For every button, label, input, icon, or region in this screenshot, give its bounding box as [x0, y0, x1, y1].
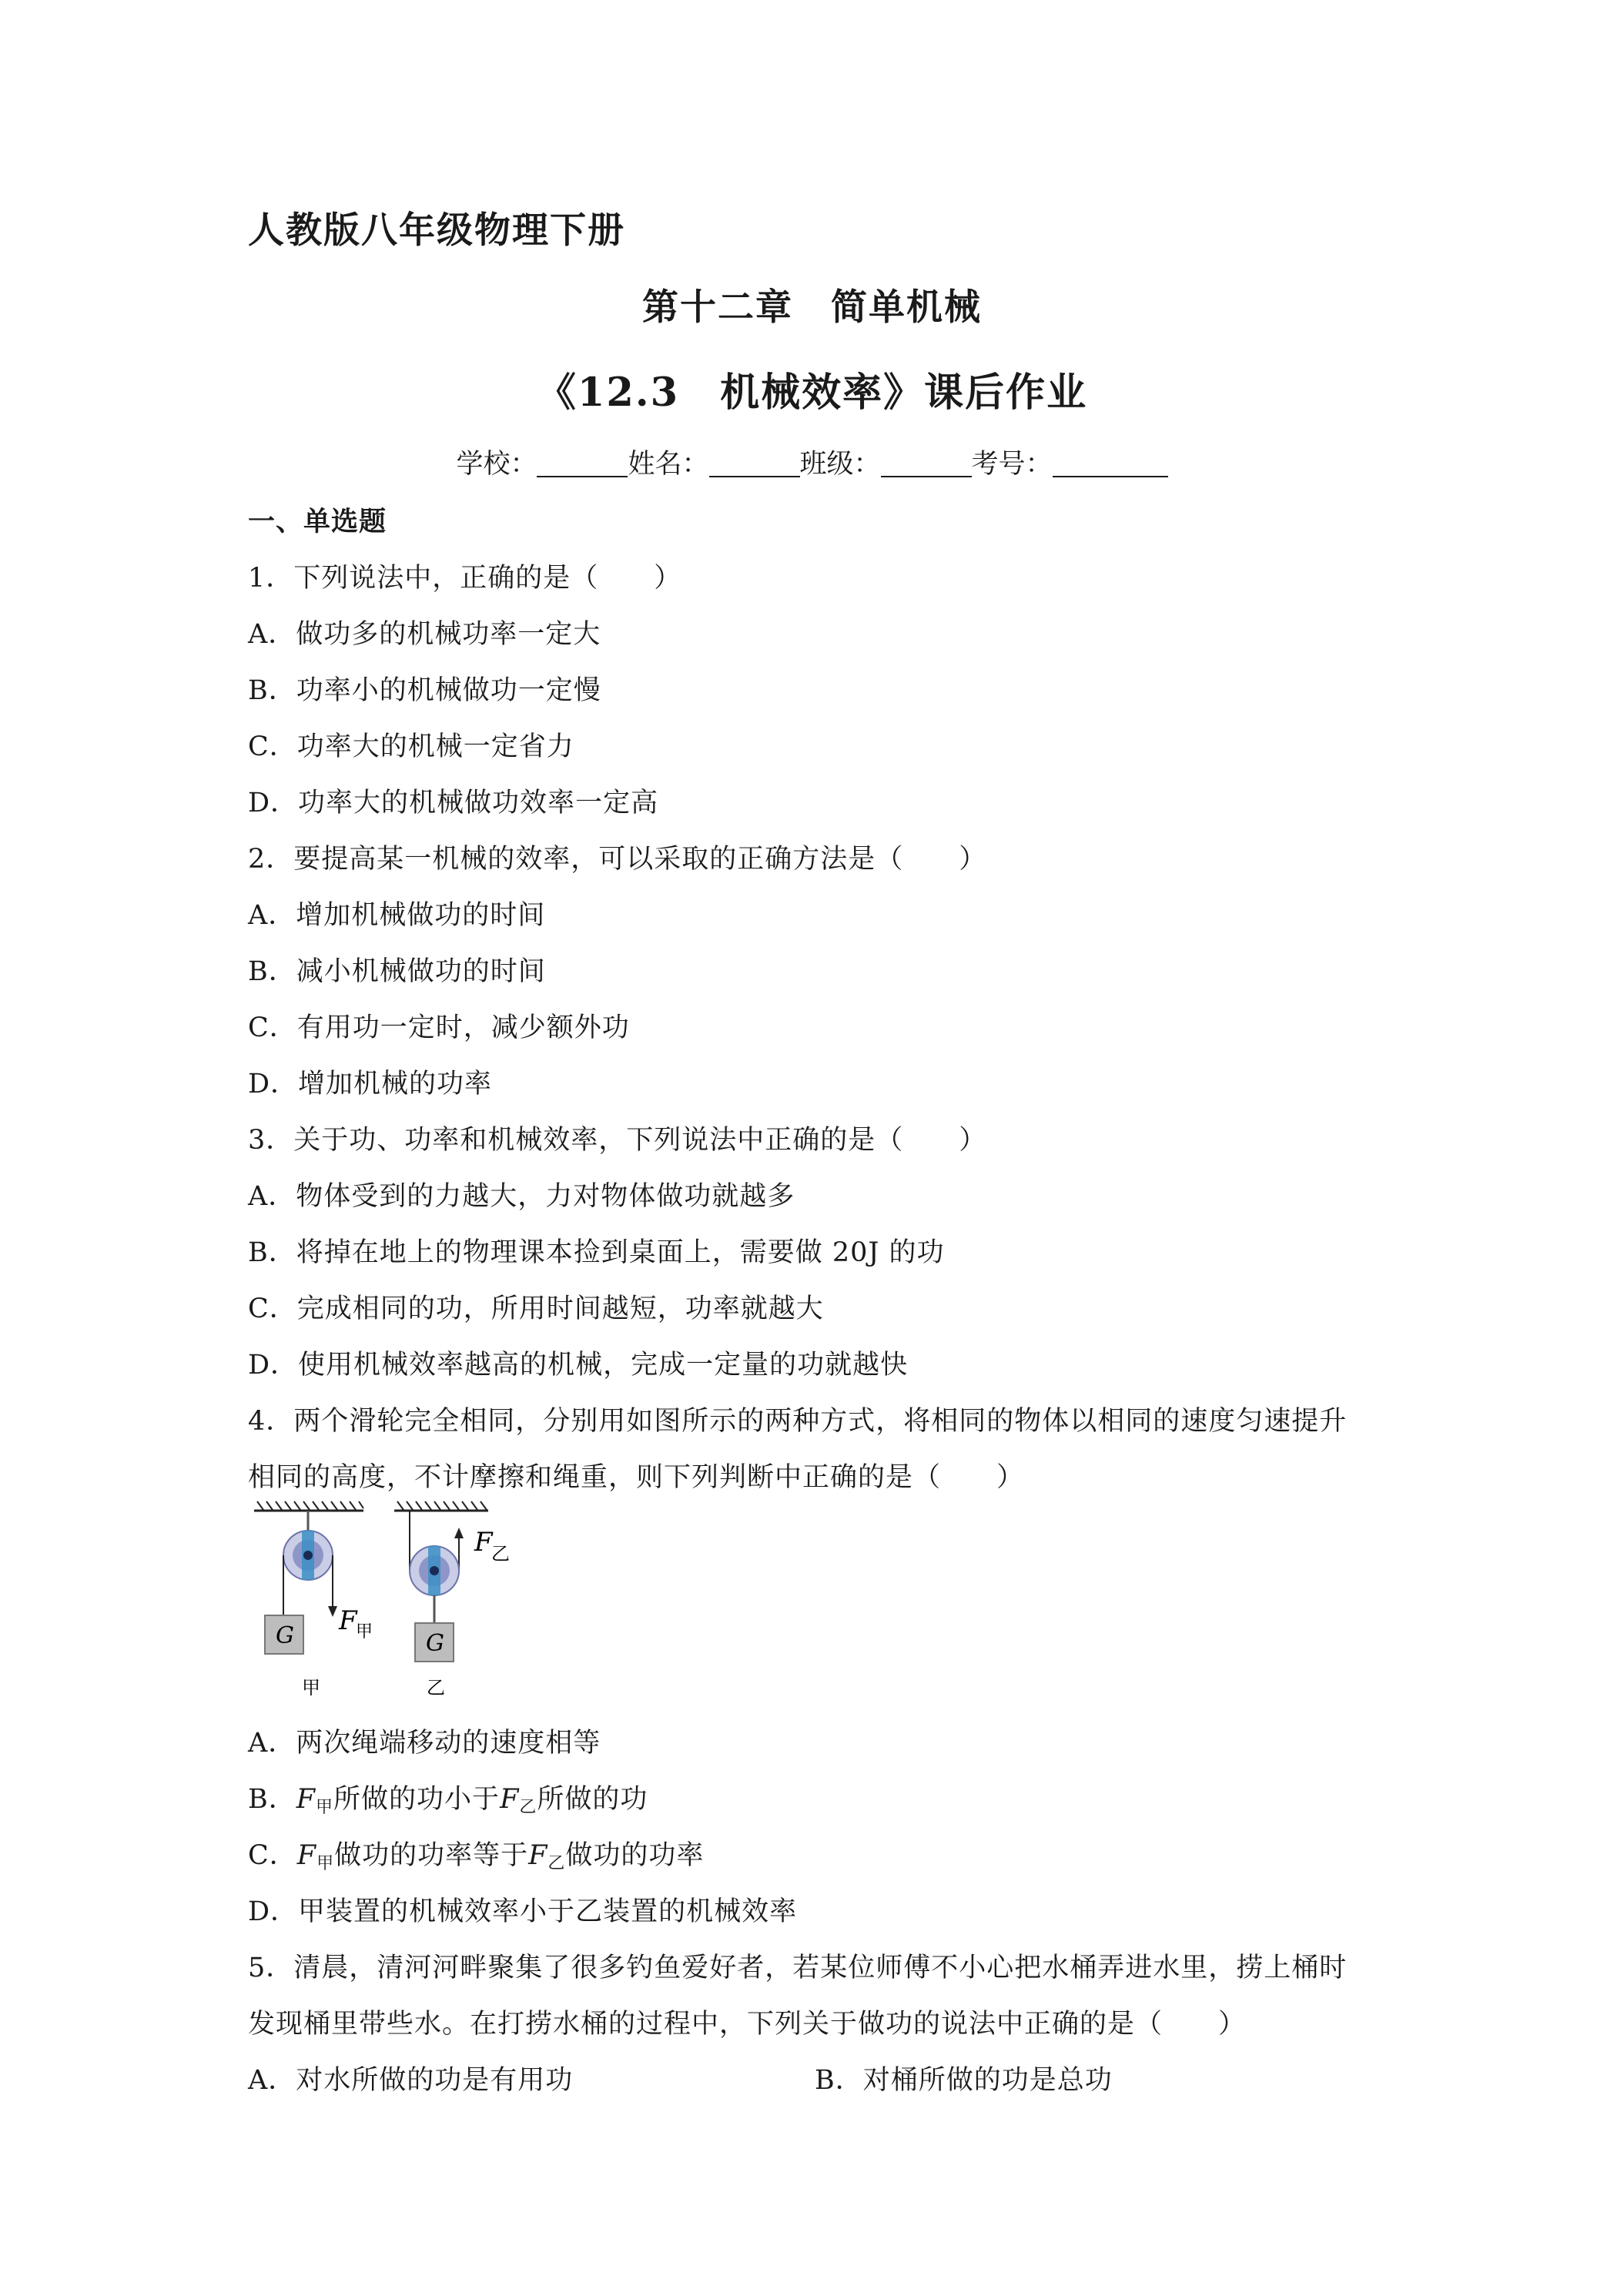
q4-option-c[interactable] [248, 1834, 704, 1874]
student-info-line [0, 443, 1624, 481]
q4-option-c-suffix: 做功的功率 [565, 1840, 705, 1871]
q3-option-c[interactable]: C．完成相同的功，所用时间越短，功率就越大 [248, 1294, 824, 1324]
q4-option-b-suffix: 所做的功 [537, 1784, 648, 1815]
q2-option-b[interactable]: B．减小机械做功的时间 [248, 956, 546, 987]
q3-option-a[interactable]: A．物体受到的力越大，力对物体做功就越多 [248, 1181, 795, 1212]
fixed-pulley-setup [254, 1501, 373, 1699]
number-label: 考号： [971, 449, 1053, 480]
q4-stem-line2: 相同的高度，不计摩擦和绳重，则下列判断中正确的是（ ） [248, 1462, 1025, 1493]
q4-option-b-prefix: B． [248, 1784, 296, 1815]
force-jia-subscript: 甲 [356, 1622, 373, 1642]
q2-option-c[interactable]: C．有用功一定时，减少额外功 [248, 1012, 630, 1043]
q1-option-a[interactable]: A．做功多的机械功率一定大 [248, 619, 601, 650]
q5-option-a[interactable]: A．对水所做的功是有用功 [248, 2065, 574, 2096]
force-symbol: F [500, 1784, 520, 1815]
school-label: 学校： [456, 449, 537, 480]
chapter-title: 第十二章 简单机械 [642, 286, 982, 329]
force-symbol: F [296, 1840, 317, 1871]
pulley-diagram [248, 1500, 571, 1708]
movable-pulley-weight-label: G [426, 1630, 444, 1657]
section-heading: 一、单选题 [248, 506, 387, 537]
force-yi-subscript: 乙 [491, 1543, 510, 1565]
q3-option-d[interactable]: D．使用机械效率越高的机械，完成一定量的功就越快 [248, 1350, 909, 1381]
force-symbol: F [296, 1784, 316, 1815]
q5-option-b[interactable]: B．对桶所做的功是总功 [815, 2065, 1113, 2096]
q2-stem: 2．要提高某一机械的效率，可以采取的正确方法是（ ） [248, 844, 987, 875]
q1-option-c[interactable]: C．功率大的机械一定省力 [248, 731, 574, 762]
school-blank[interactable] [537, 450, 628, 477]
yi-subscript: 乙 [519, 1798, 537, 1817]
q1-option-b[interactable]: B．功率小的机械做功一定慢 [248, 675, 601, 706]
q4-option-b[interactable] [248, 1778, 648, 1818]
setup-yi-label: 乙 [427, 1677, 445, 1699]
class-blank[interactable] [881, 450, 972, 477]
force-symbol: F [528, 1840, 548, 1871]
setup-jia-label: 甲 [302, 1677, 320, 1699]
movable-pulley-setup [394, 1501, 510, 1699]
q2-option-d[interactable]: D．增加机械的功率 [248, 1069, 493, 1099]
yi-subscript: 乙 [547, 1854, 566, 1873]
lesson-title: 《12.3 机械效率》课后作业 [536, 370, 1088, 416]
jia-subscript: 甲 [316, 1854, 335, 1873]
q3-stem: 3．关于功、功率和机械效率，下列说法中正确的是（ ） [248, 1125, 987, 1156]
number-blank[interactable] [1053, 450, 1168, 477]
jia-subscript: 甲 [316, 1798, 334, 1817]
textbook-series-title: 人教版八年级物理下册 [248, 209, 625, 252]
q4-option-d[interactable]: D．甲装置的机械效率小于乙装置的机械效率 [248, 1896, 798, 1927]
q1-option-d[interactable]: D．功率大的机械做功效率一定高 [248, 788, 659, 818]
force-jia-letter: F [339, 1605, 357, 1636]
q4-option-b-mid: 所做的功小于 [333, 1784, 501, 1815]
class-label: 班级： [799, 449, 881, 480]
q4-stem-line1: 4．两个滑轮完全相同，分别用如图所示的两种方式，将相同的物体以相同的速度匀速提升 [248, 1406, 1348, 1437]
name-blank[interactable] [709, 450, 800, 477]
q4-option-a[interactable]: A．两次绳端移动的速度相等 [248, 1728, 601, 1759]
force-yi-letter: F [474, 1527, 493, 1558]
q2-option-a[interactable]: A．增加机械做功的时间 [248, 900, 546, 931]
q1-stem: 1．下列说法中，正确的是（ ） [248, 563, 682, 594]
q5-stem-line1: 5．清晨，清河河畔聚集了很多钓鱼爱好者，若某位师傅不小心把水桶弄进水里，捞上桶时 [248, 1953, 1348, 1983]
q5-stem-line2: 发现桶里带些水。在打捞水桶的过程中，下列关于做功的说法中正确的是（ ） [248, 2009, 1247, 2040]
q4-option-c-prefix: C． [248, 1840, 297, 1871]
fixed-pulley-weight-label: G [276, 1622, 294, 1649]
q3-option-b[interactable]: B．将掉在地上的物理课本捡到桌面上，需要做 20J 的功 [248, 1237, 945, 1268]
name-label: 姓名： [628, 449, 709, 480]
q4-option-c-mid: 做功的功率等于 [334, 1840, 529, 1871]
